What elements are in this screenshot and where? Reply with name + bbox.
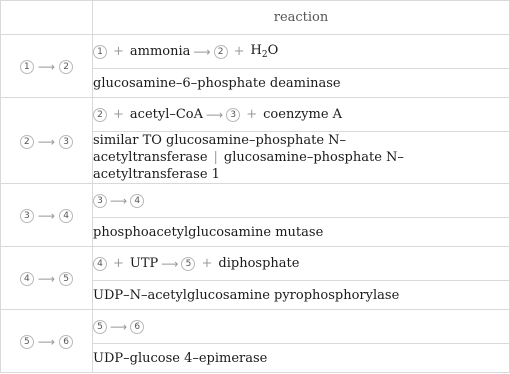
- reaction-equation-row: [1, 35, 510, 69]
- compound-number-badge: 2: [214, 45, 228, 59]
- header-row: [1, 1, 510, 35]
- plus-sign: +: [233, 44, 245, 59]
- compound-number-badge: 4: [59, 209, 73, 223]
- step-cell: [1, 184, 93, 247]
- compound-number-badge: 3: [226, 108, 240, 122]
- enzyme-cell: [93, 218, 510, 247]
- reaction-equation: [93, 256, 509, 271]
- reaction-equation: [93, 43, 509, 60]
- species-text: coenzyme A: [263, 107, 343, 122]
- compound-number-badge: 2: [93, 108, 107, 122]
- enzyme-name: glucosamine–phosphate N–acetyltransferase 1: [93, 150, 404, 182]
- species-name: [130, 44, 191, 59]
- arrow-icon: ⟶: [37, 134, 56, 149]
- header-reaction: reaction: [93, 1, 510, 35]
- plus-sign: +: [113, 256, 124, 271]
- compound-number-badge: 5: [20, 335, 34, 349]
- reaction-equation: [93, 107, 509, 122]
- step-label: [20, 60, 73, 74]
- header-empty-cell: [1, 1, 93, 35]
- step-label: [20, 272, 73, 286]
- step-cell: [1, 98, 93, 184]
- compound-number-badge: 4: [130, 194, 144, 208]
- compound-number-badge: 2: [20, 135, 34, 149]
- species-text: acetyl–CoA: [129, 107, 204, 122]
- arrow-icon: ⟶: [206, 107, 224, 122]
- species-text: UTP: [129, 256, 159, 271]
- species-text: diphosphate: [218, 256, 300, 271]
- species-name: [263, 107, 342, 122]
- equation-cell: [93, 247, 510, 281]
- plus-sign: +: [201, 256, 213, 271]
- species-text: ammonia: [129, 44, 191, 59]
- step-label: [20, 135, 73, 149]
- equation-cell: [93, 35, 510, 69]
- reaction-equation-row: [1, 184, 510, 218]
- species-name: [251, 43, 279, 60]
- compound-number-badge: 2: [59, 60, 73, 74]
- arrow-icon: ⟶: [37, 209, 56, 223]
- compound-number-badge: 5: [93, 320, 107, 334]
- enzyme-cell: [93, 281, 510, 310]
- reaction-equation: [93, 320, 509, 334]
- step-cell: [1, 247, 93, 310]
- compound-number-badge: 5: [59, 272, 73, 286]
- species-text-tail: O: [267, 43, 279, 58]
- reaction-rows: [1, 35, 510, 373]
- arrow-icon: ⟶: [37, 272, 56, 286]
- species-name: [130, 107, 203, 122]
- plus-sign: +: [246, 107, 258, 122]
- equation-cell: [93, 310, 510, 344]
- species-text: H: [250, 43, 262, 58]
- plus-sign: +: [113, 44, 124, 59]
- step-cell: [1, 35, 93, 98]
- compound-number-badge: 5: [181, 257, 195, 271]
- compound-number-badge: 1: [20, 60, 34, 74]
- compound-number-badge: 4: [93, 257, 107, 271]
- reaction-equation-row: [1, 247, 510, 281]
- enzyme-separator: |: [213, 150, 218, 165]
- arrow-icon: ⟶: [37, 60, 56, 74]
- compound-number-badge: 4: [20, 272, 34, 286]
- arrow-icon: ⟶: [110, 193, 128, 208]
- equation-cell: [93, 184, 510, 218]
- reaction-equation-row: [1, 98, 510, 132]
- compound-number-badge: 3: [93, 194, 107, 208]
- enzyme-name: glucosamine–6–phosphate deaminase: [93, 75, 341, 91]
- enzyme-cell: [93, 344, 510, 373]
- equation-cell: [93, 98, 510, 132]
- enzyme-name: UDP–N–acetylglucosamine pyrophosphorylase: [93, 287, 400, 303]
- compound-number-badge: 3: [59, 135, 73, 149]
- arrow-icon: ⟶: [110, 319, 128, 334]
- reaction-equation-row: [1, 310, 510, 344]
- enzyme-name: similar TO glucosamine–phosphate N–acetyltransferase: [93, 133, 347, 165]
- enzyme-name: phosphoacetylglucosamine mutase: [93, 224, 324, 240]
- reaction-equation: [93, 194, 509, 208]
- arrow-icon: ⟶: [161, 256, 179, 271]
- compound-number-badge: 6: [130, 320, 144, 334]
- step-label: [20, 335, 73, 349]
- enzyme-cell: [93, 132, 510, 184]
- compound-number-badge: 6: [59, 335, 73, 349]
- step-cell: [1, 310, 93, 373]
- plus-sign: +: [113, 107, 124, 122]
- enzyme-cell: [93, 69, 510, 98]
- species-name: [218, 256, 299, 271]
- subscript: 2: [261, 50, 268, 60]
- compound-number-badge: 1: [93, 45, 107, 59]
- step-label: [20, 209, 73, 223]
- arrow-icon: ⟶: [37, 335, 56, 349]
- enzyme-name: UDP–glucose 4–epimerase: [93, 350, 268, 366]
- compound-number-badge: 3: [20, 209, 34, 223]
- species-name: [130, 256, 158, 271]
- arrow-icon: ⟶: [193, 44, 211, 59]
